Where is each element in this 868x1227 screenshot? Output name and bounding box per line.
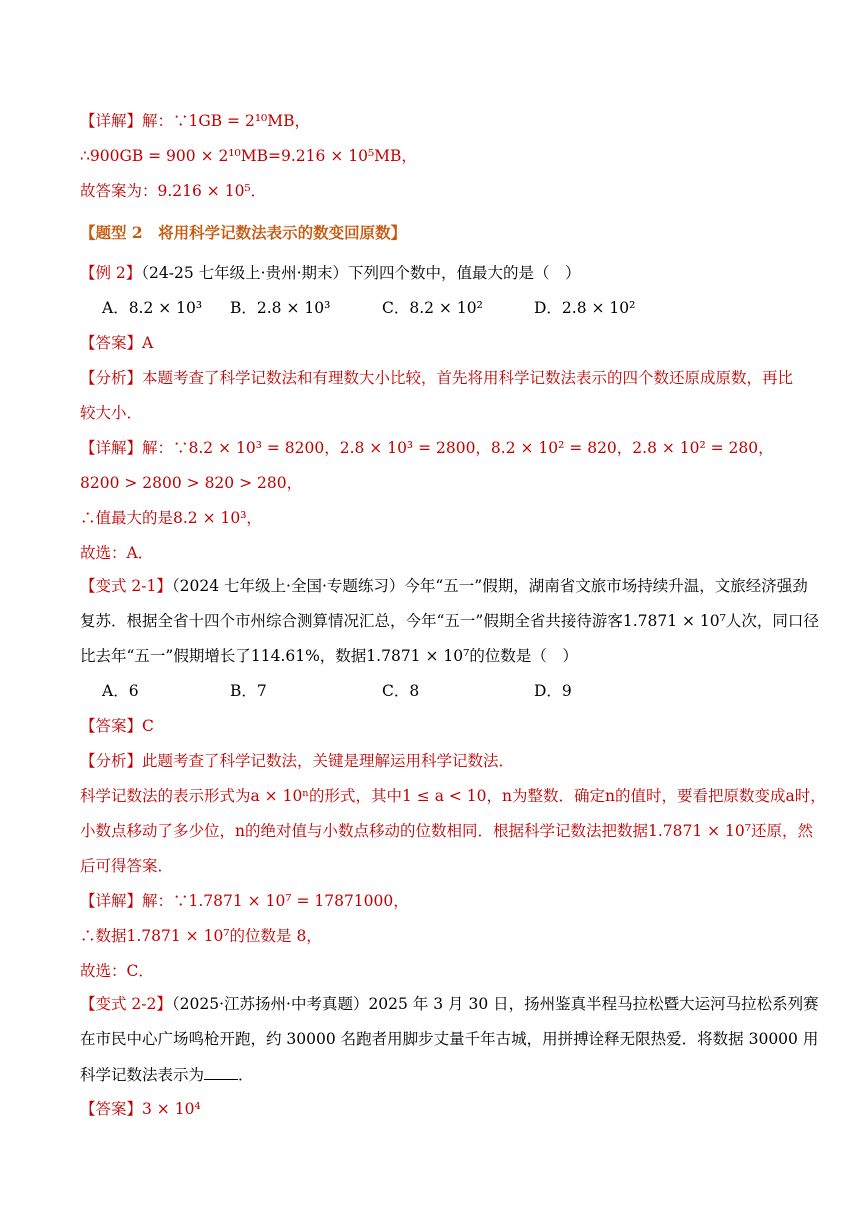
section-title: 【题型 2 将用科学记数法表示的数变回原数】	[80, 223, 407, 242]
variant-2-1-answer: 【答案】C	[80, 717, 154, 735]
variant-2-1-detail-2: ∴数据1.7871 × 10⁷的位数是 8，	[80, 927, 322, 945]
variant-2-1-stem-3: 比去年“五一”假期增长了114.61%，数据1.7871 × 10⁷的位数是（ ）	[80, 647, 578, 665]
variant-2-1-stem-2: 复苏．根据全省十四个市州综合测算情况汇总，今年“五一”假期全省共接待游客1.7871 × 10⁷人次，同口径	[80, 612, 819, 630]
variant-2-2-question: （2025·江苏扬州·中考真题）2025 年 3 月 30 日，扬州鉴真半程马拉松暨大运河马拉松系列赛	[171, 995, 819, 1013]
example-2-analysis-1: 【分析】本题考查了科学记数法和有理数大小比较，首先将用科学记数法表示的四个数还原成原数，再比	[80, 369, 794, 387]
variant-2-1-tag: 【变式 2-1】	[80, 577, 172, 595]
example-2-detail-3: ∴值最大的是8.2 × 10³，	[80, 509, 262, 527]
variant-2-1-option-a: A．6	[102, 682, 139, 700]
variant-2-1-stem-1	[80, 575, 808, 597]
variant-2-1-option-c: C．8	[382, 682, 420, 700]
variant-2-1-analysis-1: 【分析】此题考查了科学记数法，关键是理解运用科学记数法．	[80, 752, 515, 770]
variant-2-1-analysis-2: 科学记数法的表示形式为a × 10ⁿ的形式，其中1 ≤ a < 10，n为整数．确定n的值时，要看把原数变成a时，	[80, 787, 826, 805]
variant-2-2-stem-1	[80, 993, 819, 1015]
example-2-analysis-2: 较大小．	[80, 404, 143, 422]
example-2-stem	[80, 262, 581, 284]
variant-2-2-stem-3a: 科学记数法表示为	[80, 1066, 205, 1084]
example-2-detail-2: 8200 > 2800 > 820 > 280，	[80, 474, 303, 492]
variant-2-2-stem-3b: ．	[238, 1066, 254, 1084]
example-2-tag: 【例 2】	[80, 264, 142, 282]
variant-2-1-detail-1: 【详解】解：∵1.7871 × 10⁷ = 17871000，	[80, 892, 409, 910]
variant-2-1-analysis-3: 小数点移动了多少位，n的绝对值与小数点移动的位数相同．根据科学记数法把数据1.7871 × 10⁷还原，然	[80, 822, 813, 840]
example-2-detail-4: 故选：A．	[80, 544, 154, 562]
example-2-answer: 【答案】A	[80, 334, 154, 352]
example-2-option-d: D．2.8 × 10²	[534, 299, 636, 317]
variant-2-1-question: （2024 七年级上·全国·专题练习）今年“五一”假期，湖南省文旅市场持续升温，文旅经济强劲	[171, 577, 808, 595]
example-2-detail-1: 【详解】解：∵8.2 × 10³ = 8200，2.8 × 10³ = 2800，8.2 × 10² = 820，2.8 × 10² = 280，	[80, 439, 774, 457]
detail-line-3: 故答案为：9.216 × 10⁵．	[80, 182, 267, 200]
example-2-option-a: A．8.2 × 10³	[102, 299, 203, 317]
variant-2-2-stem-2: 在市民中心广场鸣枪开跑，约 30000 名跑者用脚步丈量千年古城，用拼搏诠释无限热爱．将数据 30000 用	[80, 1030, 819, 1048]
example-2-question: （24-25 七年级上·贵州·期末）下列四个数中，值最大的是（ ）	[141, 264, 581, 282]
detail-line-1: 【详解】解：∵1GB = 2¹⁰MB，	[80, 112, 311, 130]
variant-2-2-answer: 【答案】3 × 10⁴	[80, 1100, 201, 1118]
detail-line-2: ∴900GB = 900 × 2¹⁰MB=9.216 × 10⁵MB，	[80, 147, 417, 165]
example-2-option-b: B．2.8 × 10³	[230, 299, 331, 317]
variant-2-2-stem-3	[80, 1063, 254, 1086]
variant-2-1-detail-3: 故选：C．	[80, 962, 154, 980]
variant-2-2-tag: 【变式 2-2】	[80, 995, 172, 1013]
variant-2-1-option-d: D．9	[534, 682, 572, 700]
answer-blank	[204, 1063, 238, 1080]
example-2-option-c: C．8.2 × 10²	[382, 299, 483, 317]
variant-2-1-analysis-4: 后可得答案．	[80, 857, 174, 875]
variant-2-1-option-b: B．7	[230, 682, 267, 700]
